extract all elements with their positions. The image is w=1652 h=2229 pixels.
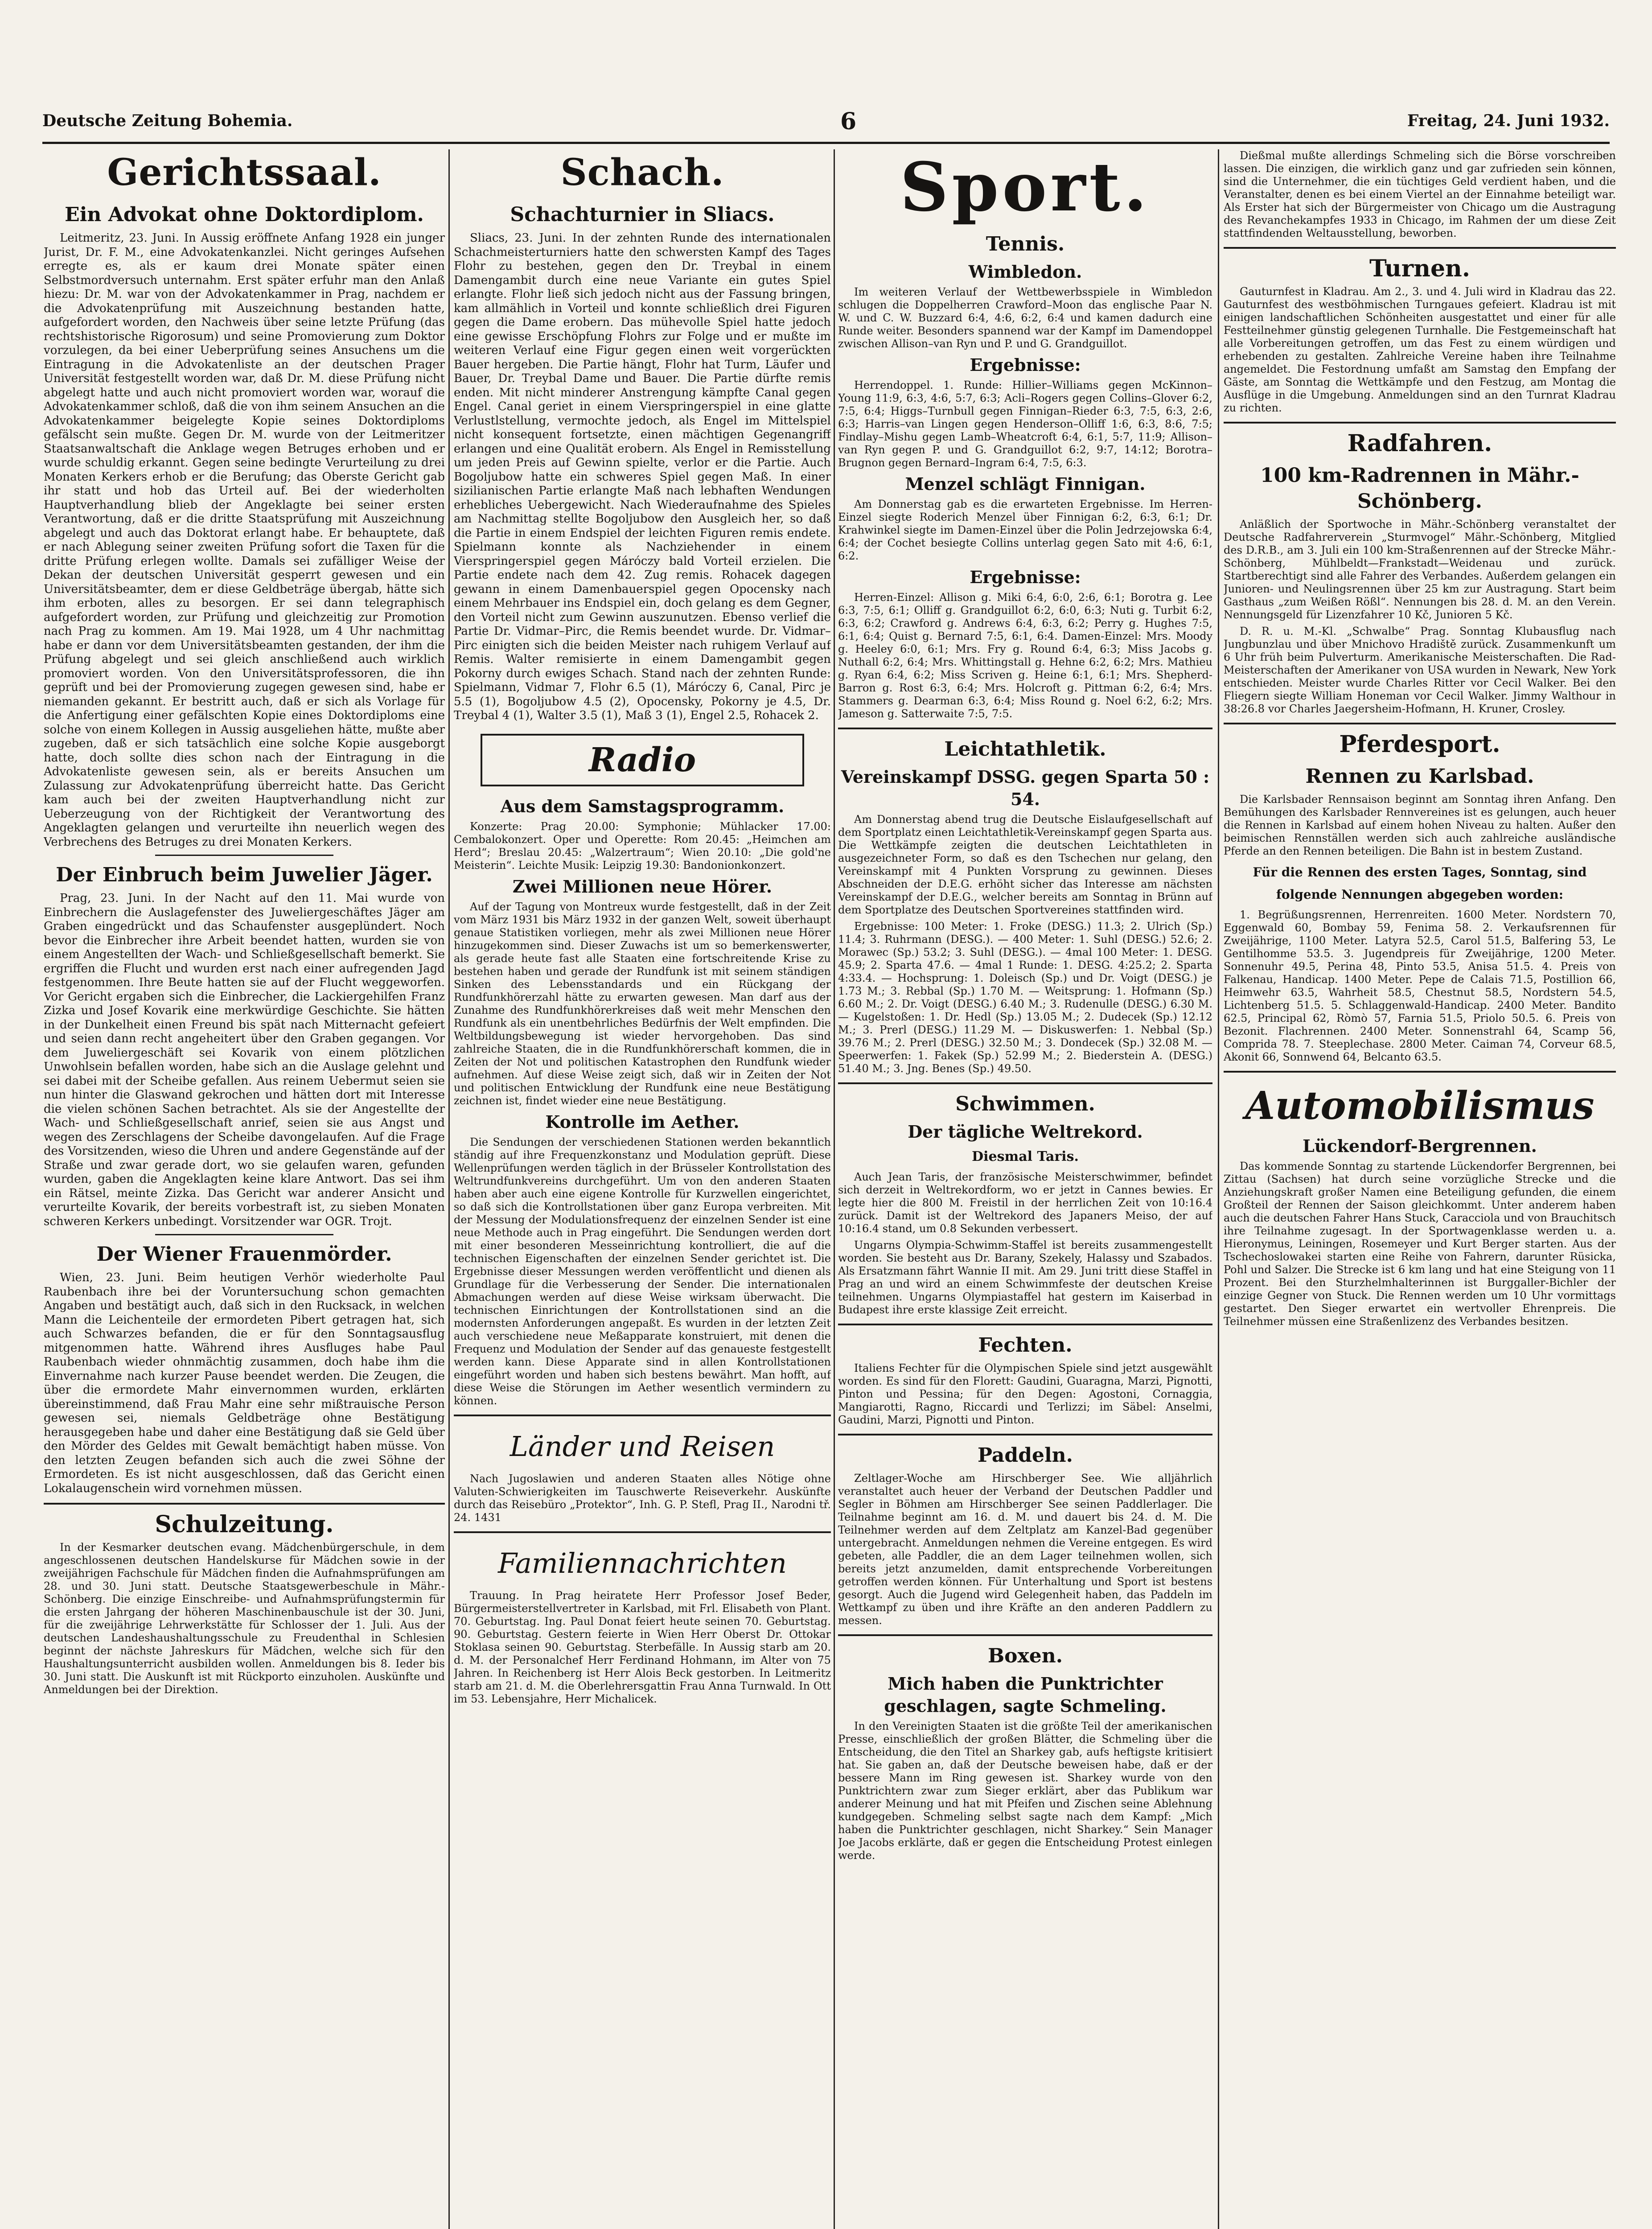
article-title: Schachturnier in Sliacs.: [510, 203, 775, 226]
separator: [155, 1234, 333, 1235]
column-sport-continued: [1224, 149, 1616, 2229]
column-divider: [448, 149, 450, 2229]
section-title-courtroom: Gerichtssaal.: [107, 151, 382, 194]
article-title: Wimbledon.: [968, 262, 1082, 282]
article-body: Trauung. In Prag heiratete Herr Professor Josef Beder, Bürgermeisterstellvertreter in Karlsbad, mit Frl. Elisabeth von Plant. 70. Geburtstag. Ing. Paul Donat feiert heute seinen 70. Geburtstag. 90. Geburtstag. Gestern feierte in Wien Herr Oberst Dr. Ottokar Stoklasa seinen 90. Geburtstag. Sterbefälle. In Aussig starb am 20. d. M. der Personalchef Herr Ferdinand Hohmann, im Alter von 75 Jahren. In Reichenberg ist Herr Alois Beck gestorben. In Leitmeritz starb am 21. d. M. die Oberlehrersgattin Frau Anna Turnwald. In Ott im 53. Lebensjahre, Herr Michalicek.: [454, 1589, 831, 1705]
article-body: Im weiteren Verlauf der Wettbewerbsspiele in Wimbledon schlugen die Doppelherren Crawford–Moon das englische Paar N. W. und C. W. Buzzard 6:4, 4:6, 6:2, 6:4 und kamen dadurch eine Runde weiter. Besonders spannend war der Kampf im Damendoppel zwischen Allison–van Ryn und P. und G. Grandguillot.: [838, 286, 1212, 350]
running-header: [42, 108, 1610, 139]
article-body: In der Kesmarker deutschen evang. Mädchenbürgerschule, in dem angeschlossenen deutschen Handelskurse für Mädchen sowie in der zweijährigen Fachschule für Mädchen finden die Aufnahmsprüfungen am 28. und 30. Juni statt. Deutsche Staatsgewerbeschule in Mähr.-Schönberg. Die einzige Einschreibe- und Aufnahmsprüfungstermin für die ersten Jahrgang der höheren Maschinenbauschule ist der 30. Juni, für die zweijährige Lehrwerkstätte für Schlosser der 1. Juli. Aus der deutschen Landeshaushaltungsschule zu Freudenthal in Schlesien beginnt der nächste Jahreskurs für Mädchen, welche sich für den Haushaltungsunterricht ausbilden wollen. Anmeldungen bis 8. Ieder bis 30. Juni statt. Die Auskunft ist mit Rückporto einzuholen. Auskünfte und Anmeldungen bei der Direktion.: [44, 1541, 445, 1696]
article-body: Zeltlager-Woche am Hirschberger See. Wie alljährlich veranstaltet auch heuer der Verband der Deutschen Paddler und Segler in Böhmen am Hirschberger See seinen Paddlerlager. Die Teilnahme beginnt am 16. d. M. und dauert bis 24. d. M. Die Teilnehmer werden auf dem Zeltplatz am Kanzel-Bad gegenüber untergebracht. Anmeldungen nehmen die Vereine entgegen. Es wird gebeten, alle Paddler, die an dem Lager teilnehmen wollen, sich bereits jetzt anzumelden, damit entsprechende Vorbereitungen getroffen werden können. Für Unterhaltung und Sport ist bestens gesorgt. Auch die Jugend wird Gelegenheit haben, das Paddeln im Wettkampf zu üben und ihre Kräfte an den anderen Paddlern zu messen.: [838, 1472, 1212, 1627]
section-title-chess: Schach.: [560, 151, 724, 194]
subsection-title: Schwimmen.: [955, 1093, 1095, 1115]
article-body: Auf der Tagung von Montreux wurde festgestellt, daß in der Zeit vom März 1931 bis März 1932 in der ganzen Welt, soweit überhaupt genaue Statistiken vorliegen, mehr als zwei Millionen neue Hörer hinzugekommen sind. Dieser Zuwachs ist um so bemerkenswerter, als gerade heute fast alle Staaten eine fortschreitende Krise zu bestehen haben und gerade der Rundfunk ist mit seinem ständigen Sinken des Lebensstandards und ein Rückgang der Rundfunkhörerzahl hätte zu erwarten gewesen. Man darf aus der Zunahme des Rundfunkhörerkreises daß weit mehr Menschen den Rundfunk als ein unentbehrliches Bedürfnis der Welt empfinden. Die Weltbildungsbewegung ist wieder hervorgehoben. Das sind zahlreiche Staaten, die in die Rundfunkhörerschaft kommen, die in Zeiten der Not und politischen Katastrophen den Rundfunk wieder aufnehmen. Auf diese Weise zeigt sich, daß wir in Zeiten der Not und politischen Entwicklung der Rundfunk eine neue Bestätigung zeichnen ist, findet wieder eine neue Bestätigung.: [454, 900, 831, 1107]
column-sport: [838, 149, 1212, 2229]
separator: [155, 855, 333, 856]
article-title: Ein Advokat ohne Doktordiplom.: [65, 203, 424, 226]
article-title: Der Wiener Frauenmörder.: [96, 1243, 392, 1266]
subsection-title: Pferdesport.: [1339, 731, 1500, 758]
section-rule: [1224, 247, 1616, 249]
article-body: Gauturnfest in Kladrau. Am 2., 3. und 4. Juli wird in Kladrau das 22. Gauturnfest des westböhmischen Turngaues gefeiert. Kladrau ist mit einigen landschaftlichen Schönheiten ausgestattet und einer für alle Festteilnehmer günstig gelegenen Turnhalle. Die Festgemeinschaft hat alle Vorbereitungen getroffen, um das Fest zu einem würdigen und erhebenden zu gestalten. Zahlreiche Vereine haben ihre Teilnahme angemeldet. Die Festordnung umfaßt am Samstag den Empfang der Gäste, am Sonntag die Wettkämpfe und den Festzug, am Montag die Ausflüge in die Umgebung. Anmeldungen sind an den Turnrat Kladrau zu richten.: [1224, 285, 1616, 414]
subsection-title: Tennis.: [986, 233, 1065, 255]
page-number: 6: [840, 108, 857, 135]
article-title: Aus dem Samstagsprogramm.: [500, 796, 785, 816]
article-body: D. R. u. M.-Kl. „Schwalbe“ Prag. Sonntag Klubausflug nach Jungbunzlau und über Mnichovo Hradiště zurück. Zusammenkunft um 6 Uhr früh beim Pulverturm. Amerikanische Meisterschaften. Die Rad-Meisterschaften der Amerikaner von USA wurden in Newark, New York entschieden. Meister wurde Charles Ritter vor Cecil Walker. Bei den Fliegern siegte William Honeman vor Cecil Walker. Jimmy Walthour in 38:26.8 vor Charles Jaegersheim-Hofmann, H. Kruner, Crosley.: [1224, 625, 1616, 715]
section-rule: [44, 1503, 445, 1505]
article-body: Nach Jugoslawien und anderen Staaten alles Nötige ohne Valuten-Schwierigkeiten im Tauschwerte Reiseverkehr. Auskünfte durch das Reisebüro „Protektor“, Inh. G. P. Stefl, Prag II., Narodni tř. 24. 1431: [454, 1472, 831, 1524]
article-body: Die Karlsbader Rennsaison beginnt am Sonntag ihren Anfang. Den Bemühungen des Karlsbader Rennvereines ist es gelungen, auch heuer die Rennen in Karlsbad auf einem hohen Niveau zu halten. Außer den beimischen Rennställen werden sich auch zahlreiche ausländische Pferde an den Rennen beteiligen. Die Bahn ist in bestem Zustand.: [1224, 793, 1616, 857]
article-body: Anläßlich der Sportwoche in Mähr.-Schönberg veranstaltet der Deutsche Radfahrerverein „Sturmvogel“ Mähr.-Schönberg, Mitglied des D.R.B., am 3. Juli ein 100 km-Straßenrennen auf der Strecke Mähr.-Schönberg, Mühlbeldt—Frankstadt—Weidenau und zurück. Startberechtigt sind alle Fahrer des Verbandes. Außerdem gelangen ein Junioren- und Neulingsrennen über 25 km zur Austragung. Start beim Gasthaus „zum Weißen Rößl“. Nennungen bis 28. d. M. an den Verein. Nennungsgeld für Lizenzfahrer 10 Kč, Junioren 5 Kč.: [1224, 518, 1616, 621]
section-title-sport: Sport.: [900, 149, 1151, 226]
column-divider: [1218, 149, 1219, 2229]
section-rule: [838, 1634, 1212, 1636]
article-body: Auch Jean Taris, der französische Meisterschwimmer, befindet sich derzeit in Weltrekordform, wo er jetzt in Cannes bewies. Er legte hier die 800 M. Freistil in der herrlichen Zeit von 10:16.4 zurück. Damit ist der Weltrekord des Japaners Meiso, der auf 10:16.4 stand, um 0.8 Sekunden verbessert.: [838, 1171, 1212, 1235]
article-title: Mich haben die Punktrichter geschlagen, sagte Schmeling.: [884, 1674, 1167, 1716]
article-body: Ungarns Olympia-Schwimm-Staffel ist bereits zusammengestellt worden. Sie besteht aus Dr. Barany, Szekely, Halassy und Szabados. Als Ersatzmann fährt Wannie II mit. Am 29. Juni tritt diese Staffel in Prag an und wird an einem Schwimmfeste der deutschen Kreise teilnehmen. Ungarns Olympiastaffel hat gestern im Kaiserbad in Budapest ihre erste klassige Zeit erreicht.: [838, 1239, 1212, 1316]
results-heading: Ergebnisse:: [970, 567, 1081, 587]
results-body: Herren-Einzel: Allison g. Miki 6:4, 6:0, 2:6, 6:1; Borotra g. Lee 6:3, 7:5, 6:1; Olliff g. Grandguillot 6:2, 6:0, 6:3; Nuti g. Turbit 6:2, 6:3, 6:2; Crawford g. Andrews 6:4, 6:3, 6:2; Perry g. Hughes 7:5, 6:1, 6:4; Quist g. Bernard 7:5, 6:1, 6:4. Damen-Einzel: Mrs. Moody g. Heeley 6:0, 6:1; Mrs. Fry g. Round 6:4, 6:3; Miss Jacobs g. Nuthall 6:2, 6:4; Mrs. Whittingstall g. Hehne 6:2, 6:2; Mrs. Mathieu g. Ryan 6:4, 6:2; Miss Scriven g. Heine 6:1, 6:1; Mrs. Shepherd-Barron g. Rost 6:3, 6:4; Mrs. Holcroft g. Pittman 6:2, 6:4; Mrs. Stammers g. Dearman 6:3, 6:4; Miss Round g. Noel 6:2, 6:2; Mrs. Jameson g. Satterwaite 7:5, 7:5.: [838, 591, 1212, 720]
column-divider: [834, 149, 835, 2229]
section-rule: [454, 1531, 831, 1533]
article-body: Prag, 23. Juni. In der Nacht auf den 11. Mai wurde von Einbrechern die Auslagefenster des Juweliergeschäftes Jäger am Graben eingedrückt und das Schaufenster ausgeplündert. Noch bevor die Einbrecher ihre Arbeit beendet hatten, wurden sie von einem Angestellten der Wach- und Schließgesellschaft bemerkt. Sie ergriffen die Flucht und wurden erst nach einer aufregenden Jagd festgenommen. Ihre Beute hatten sie auf der Flucht weggeworfen. Vor Gericht ergaben sich die Einbrecher, die Lackiergehilfen Franz Zizka und Josef Kovarik eine merkwürdige Geschichte. Sie hätten in der Dunkelheit einen Freund bis spät nach Mitternacht gefeiert und seien dann recht angeheitert über den Graben gegangen. Vor dem Juweliergeschäft sei Kovarik von einem plötzlichen Unwohlsein befallen worden, habe sich an die Auslage gelehnt und sei dabei mit der Scheibe gefallen. Aus reinem Uebermut seien sie nun hinter die Glaswand gekrochen und hätten dort mit Interesse die vielen schönen Sachen betrachtet. Als sie der Angestellte der Wach- und Schließgesellschaft anrief, seien sie aus Angst und wegen des Zerschlagens der Scheibe davongelaufen. Auf die Frage des Vorsitzenden, wieso die Uhren und andere Gegenstände auf der Straße und zwar gerade dort, wo sie gelaufen waren, gefunden wurden, gaben die Angeklagten keine klare Antwort. Das sei ihm ein Rätsel, meinte Zizka. Das Gericht war anderer Ansicht und verurteilte Kovarik, der bereits vorbestraft ist, zu sieben Monaten schweren Kerkers unbedingt. Vorsitzender war OGR. Trojt.: [44, 892, 445, 1228]
results-heading: Für die Rennen des ersten Tages, Sonntag, sind folgende Nennungen abgegeben worden:: [1253, 865, 1587, 902]
section-rule: [838, 1082, 1212, 1084]
article-body: Leitmeritz, 23. Juni. In Aussig eröffnete Anfang 1928 ein junger Jurist, Dr. F. M., eine Advokatenkanzlei. Nicht geringes Aufsehen erregte es, als er kaum drei Monate später einen Selbstmordversuch unternahm. Erst später erfuhr man den Anlaß hiezu: Dr. M. war von der Advokatenkammer in Prag, nachdem er die Advokatenprüfung mit Auszeichnung bestanden hatte, aufgefordert worden, den Nachweis über seine letzte Prüfung (das rechtshistorische Rigorosum) und seine Promovierung zum Doktor vorzulegen, da bei einer Ueberprüfung seines Ansuchens um die Eintragung in die Advokatenliste an der deutschen Prager Universität festgestellt worden war, daß Dr. M. diese Prüfung nicht abgelegt hatte und auch nicht promoviert worden war, worauf die Advokatenkammer schloß, daß die von ihm seinem Ansuchen an die Advokatenkammer beigelegte Kopie seines Doktordiploms gefälscht sein mußte. Gegen Dr. M. wurde von der Leitmeritzer Staatsanwaltschaft die Anklage wegen Betruges erhoben und er wurde schuldig erkannt. Gegen seine bedingte Verurteilung zu drei Monaten Kerkers erhob er die Berufung; das Oberste Gericht gab ihr statt und hob das Urteil auf. Bei der wiederholten Hauptverhandlung blieb der Angeklagte bei seiner ersten Verantwortung, daß er die dritte Staatsprüfung mit Auszeichnung abgelegt und auch das Doktorat erlangt habe. Er behauptete, daß er nach Ablegung seiner zweiten Prüfung sofort die Taxen für die dritte Prüfung erlegen wollte. Damals sei zufälliger Weise der Dekan der deutschen Universität gesperrt gewesen und ein Universitätsbeamter, dem er diese Geldbeträge übergab, hätte sich ihm erboten, alles zu besorgen. Er sei dann telegraphisch aufgefordert worden, zur Prüfung und gleichzeitig zur Promotion nach Prag zu kommen. Am 19. Mai 1928, um 4 Uhr nachmittag habe er dann vor dem Universitätsbeamten gestanden, der ihm die Prüfung abgelegt und sei gleich anschließend auch wirklich promoviert worden. Von den Universitätsprofessoren, die ihn geprüft und bei der Promovierung zugegen gewesen sind, habe er niemanden gekannt. Er bestritt auch, daß er sich als Vorlage für die Anfertigung einer gefälschten Kopie eines Doktordiploms eine solche von einem Kollegen in Aussig ausgeliehen hätte, mußte aber zugeben, daß er sich tatsächlich eine solche Kopie ausgeborgt hatte, doch sollte dies schon nach der Eintragung in die Advokatenliste gewesen sein, als er bereits Ansuchen um Zulassung zur Advokatenprüfung überreicht hatte. Das Gericht kam auch bei der zweiten Hauptverhandlung nicht zur Ueberzeugung von der Richtigkeit der Verantwortung des Angeklagten gelangen und verurteilte ihn neuerlich wegen des Verbrechens des Betruges zu drei Monaten Kerkers.: [44, 231, 445, 849]
paper-name: Deutsche Zeitung Bohemia.: [42, 111, 293, 130]
article-subtitle: Diesmal Taris.: [972, 1149, 1079, 1164]
section-rule: [1224, 723, 1616, 724]
subsection-title: Paddeln.: [978, 1444, 1073, 1467]
article-body: Sliacs, 23. Juni. In der zehnten Runde des internationalen Schachmeisterturniers hatte den schwersten Kampf des Tages Flohr zu bestehen, gegen den Dr. Treybal in einem Damengambit durch eine neue Variante ein gutes Spiel erlangte. Flohr ließ sich jedoch nicht aus der Fassung bringen, kam allmählich in Vorteil und konnte schließlich drei Figuren gegen die Dame erobern. Das mühevolle Spiel hatte jedoch eine gewisse Erschöpfung Flohrs zur Folge und er mußte im weiteren Verlauf eine Figur gegen einen weit vorgerückten Bauer hergeben. Die Partie hängt, Flohr hat Turm, Läufer und Bauer, Dr. Treybal Dame und Bauer. Die Partie dürfte remis enden. Mit nicht minderer Anstrengung kämpfte Canal gegen Engel. Canal geriet in einem Vierspringerspiel in eine glatte Verlustlstellung, vermochte jedoch, als Engel im Mittelspiel nicht konsequent fortsetzte, einen mächtigen Gegenangriff erlangen und eine Qualität erobern. Als Engel in Remisstellung um jeden Preis auf Gewinn spielte, verlor er die Partie. Auch Bogoljubow hatte ein schweres Spiel gegen Maß. In einer sizilianischen Partie erlangte Maß nach lebhaften Wendungen erhebliches Uebergewicht. Nach Wiederaufnahme des Spieles am Nachmittag stellte Bogoljubow den Ausgleich her, so daß die Partie in einem Endspiel der leichten Figuren remis endete. Spielmann konnte als Nachziehender in einem Vierspringerspiel gegen Máróczy bald Vorteil erzielen. Die Partie endete nach dem 42. Zug remis. Rohacek dagegen gewann in einem Damenbauerspiel gegen Opocensky nach einem Mehrbauer ins Endspiel ein, doch gelang es dem Gegner, den Vorteil nicht zum Gewinn auszunutzen. Ebenso verlief die Partie Dr. Vidmar–Pirc, die Remis beendet wurde. Dr. Vidmar–Pirc einigten sich die beiden Meister nach ruhigem Verlauf auf Remis. Walter remisierte in einem Damengambit gegen Pokorny durch ewiges Schach. Stand nach der zehnten Runde: Spielmann, Vidmar 7, Flohr 6.5 (1), Máróczy 6, Canal, Pirc je 5.5 (1), Bogoljubow 4.5 (2), Opocensky, Pokorny je 4.5, Dr. Treybal 4 (1), Walter 3.5 (1), Maß 3 (1), Engel 2.5, Rohacek 2.: [454, 231, 831, 722]
article-body: Dießmal mußte allerdings Schmeling sich die Börse vorschreiben lassen. Die einzigen, die wirklich ganz und gar zufrieden sein können, sind die Unternehmer, die ein tüchtiges Geld verdient haben, und die Veranstalter, denen es bei einem Viertel an der Einnahme beteiligt war. Als Erster hat sich der Bürgermeister von Chicago um die Austragung des Revanchekampfes 1933 in Chicago, im Rahmen der um diese Zeit stattfindenden Weltausstellung, beworben.: [1224, 149, 1616, 239]
article-body: Das kommende Sonntag zu startende Lückendorfer Bergrennen, bei Zittau (Sachsen) hat durch seine vorzügliche Strecke und die Anziehungskraft großer Namen eine Beteiligung gefunden, die einem Großteil der Rennen der Saison gleichkommt. Unter anderem haben auch die deutschen Fahrer Hans Stuck, Caracciola und von Brauchitsch ihre Teilnahme zugesagt. In der Sportwagenklasse werden u. a. Hieronymus, Leiningen, Rosemeyer und Kurt Berger starten. Aus der Tschechoslowakei starten eine Reihe von Fahrern, darunter Rüsicka, Pohl und Salzer. Die Strecke ist 6 km lang und hat eine Steigung von 11 Prozent. Bei den Sturzhelmhalterinnen ist Burggaller-Bichler der einzige Gegner von Stuck. Die Rennen werden um 10 Uhr vormittags gestartet. Den Sieger erwartet ein wertvoller Ehrenpreis. Die Teilnehmer müssen eine Straßenlizenz des Verbandes besitzen.: [1224, 1160, 1616, 1328]
section-rule: [454, 1415, 831, 1416]
subsection-title: Leichtathletik.: [944, 738, 1106, 761]
article-title: Rennen zu Karlsbad.: [1305, 765, 1534, 788]
results-heading: Ergebnisse:: [970, 355, 1081, 375]
section-title-school: Schulzeitung.: [155, 1511, 334, 1538]
header-rule: [42, 142, 1610, 144]
column-courtroom: [44, 149, 445, 2229]
section-rule: [838, 728, 1212, 729]
issue-date: Freitag, 24. Juni 1932.: [1407, 111, 1610, 130]
section-rule: [838, 1324, 1212, 1325]
results-body: 1. Begrüßungsrennen, Herrenreiten. 1600 Meter. Nordstern 70, Eggenwald 60, Bombay 59, Fenima 58. 2. Verkaufsrennen für Zweijährige, 1100 Meter. Latyra 52.5, Carol 51.5, Balfering 53, Le Gentilhomme 53.5. 3. Jugendpreis für Zweijährige, 1200 Meter. Sonnenuhr 49.5, Perina 48, Pinto 53.5, Anisa 51.5. 4. Preis von Falkenau, Handicap. 1400 Meter. Pepe de Calais 71.5, Postillion 66, Heimwehr 63.5, Wahrheit 58.5, Chestnut 58.5, Nordstern 54.5, Lichtenberg 51.5. 5. Schlaggenwald-Handicap. 2400 Meter. Bandito 62.5, Principal 62, Ròmò 57, Farnia 51.5, Priolo 50.5. 6. Preis von Bezonit. Flachrennen. 2400 Meter. Sonnenstrahl 64, Scamp 56, Comprida 78. 7. Steeplechase. 2800 Meter. Caiman 74, Corveur 68.5, Akonit 66, Sonnwend 64, Belcanto 63.5.: [1224, 909, 1616, 1063]
section-rule: [1224, 1071, 1616, 1073]
subsection-title: Boxen.: [987, 1645, 1063, 1667]
column-chess-radio: [454, 149, 831, 2229]
article-body: Italiens Fechter für die Olympischen Spiele sind jetzt ausgewählt worden. Es sind für den Florett: Gaudini, Guaragna, Marzi, Pignotti, Pinton und Pessina; für den Degen: Agostoni, Cornaggia, Mangiarotti, Ragno, Riccardi und Terlizzi; im Säbel: Anselmi, Gaudini, Marzi, Pignotti und Pinton.: [838, 1362, 1212, 1426]
section-rule: [838, 1434, 1212, 1435]
article-title: Zwei Millionen neue Hörer.: [512, 876, 773, 897]
section-title-automobilism: Automobilismus: [1245, 1083, 1594, 1128]
results-body: Herrendoppel. 1. Runde: Hillier–Williams gegen McKinnon–Young 11:9, 6:3, 4:6, 5:7, 6:3; Acli–Rogers gegen Collins–Glover 6:2, 7:5, 6:4; Higgs–Turnbull gegen Finnigan–Rieder 6:3, 7:5, 6:3, 2:6, 6:3; Harris–van Lingen gegen Henderson–Olliff 1:6, 6:3, 8:6, 7:5; Findlay–Mishu gegen Lamb–Wheatcroft 6:4, 6:1, 5:7, 11:9; Allison–van Ryn gegen P. und G. Grandguillot 6:2, 9:7, 14:12; Borotra–Brugnon gegen Bernard–Ingram 6:4, 7:5, 6:3.: [838, 379, 1212, 469]
article-title: 100 km-Radrennen in Mähr.-Schönberg.: [1260, 464, 1579, 513]
article-title: Der tägliche Weltrekord.: [908, 1122, 1143, 1142]
article-body: Am Donnerstag abend trug die Deutsche Eislaufgesellschaft auf dem Sportplatz einen Leichtathletik-Vereinskampf gegen Sparta aus. Die Wettkämpfe zeigten die deutschen Leichtathleten in ausgezeichneter Form, so daß es den Tschechen nur gelang, den Vereinskampf mit 4 Punkten Vorsprung zu gewinnen. Dieses Abschneiden der D.E.G. erhöht sicher das Interesse am nächsten Vereinskampf der D.E.G., welcher bereits am Sonntag in Brünn auf dem Sportplatze des Deutschen Sportvereines stattfinden wird.: [838, 813, 1212, 916]
article-body: In den Vereinigten Staaten ist die größte Teil der amerikanischen Presse, einschließlich der großen Blätter, die Schmeling über die Entscheidung, die den Titel an Sharkey gab, aufs heftigste kritisiert hat. Sie gaben an, daß der Deutsche beweisen habe, daß er der bessere Mann im Ring gewesen ist. Sharkey wurde von den Punktrichtern zwar zum Sieger erklärt, aber das Publikum war anderer Meinung und hat mit Pfeifen und Zischen seine Ablehnung kundgegeben. Schmeling selbst sagte nach dem Kampf: „Mich haben die Punktrichter geschlagen, nicht Sharkey.“ Sein Manager Joe Jacobs erklärte, daß er gegen die Entscheidung Protest einlegen werde.: [838, 1720, 1212, 1862]
section-rule: [1224, 422, 1616, 424]
article-body: Wien, 23. Juni. Beim heutigen Verhör wiederholte Paul Raubenbach ihre bei der Voruntersuchung schon gemachten Angaben und bestätigt auch, daß sich in den Rucksack, in welchen Mann die Leichenteile der ermordeten Pibert getragen hat, sich auch Schwarzes befanden, die er für den Sonntagsausflug mitgenommen hatte. Während ihres Ausfluges habe Paul Raubenbach wieder ohnmächtig zusammen, doch habe ihm die Einvernahme nach kurzer Pause beendet werden. Die Zeugen, die über die ermordete Mahr einvernommen wurden, erklärten übereinstimmend, daß Frau Mahr eine sehr mißtrauische Person gewesen sei, niemals Geldbeträge ohne Bestätigung herausgegeben habe und daher eine Bestätigung daß sie Geld über den Mörder des Geldes mit Gewalt bemächtigt haben müsse. Von den letzten Zeugen befanden sich auch die zwei Söhne der Ermordeten. Es ist nicht ausgeschlossen, daß das Gericht einen Lokalaugenschein wird vornehmen müssen.: [44, 1271, 445, 1495]
section-title-travel: Länder und Reisen: [510, 1430, 775, 1463]
article-title: Kontrolle im Aether.: [545, 1111, 740, 1132]
article-body: Am Donnerstag gab es die erwarteten Ergebnisse. Im Herren-Einzel siegte Roderich Menzel über Finnigan 6:2, 6:3, 6:1; Dr. Krahwinkel siegte im Damen-Einzel über die Polin Jedrzejowska 6:4, 6:4; der Cochet besiegte Collins unterlag gegen Sato mit 4:6, 6:1, 6:2.: [838, 498, 1212, 562]
article-title: Menzel schlägt Finnigan.: [905, 474, 1146, 494]
subsection-title: Turnen.: [1369, 255, 1470, 282]
results-body: Ergebnisse: 100 Meter: 1. Froke (DESG.) 11.3; 2. Ulrich (Sp.) 11.4; 3. Ruhrmann (DESG.). — 400 Meter: 1. Suhl (DESG.) 52.6; 2. Morawec (Sp.) 53.2; 3. Suhl (DESG.). — 4mal 100 Meter: 1. DESG. 45.9; 2. Sparta 47.6. — 4mal 1 Runde: 1. DESG. 4:25.2; 2. Sparta 4:33.4. — Hochsprung: 1. Doleisch (Sp.) und Dr. Voigt (DESG.) je 1.73 M.; 3. Rebbal (Sp.) 1.70 M. — Weitsprung: 1. Hofmann (Sp.) 6.60 M.; 2. Dr. Voigt (DESG.) 6.40 M.; 3. Rudenulle (DESG.) 6.30 M. — Kugelstoßen: 1. Dr. Hedl (Sp.) 13.05 M.; 2. Dudecek (Sp.) 12.12 M.; 3. Prerl (DESG.) 11.29 M. — Diskuswerfen: 1. Nebbal (Sp.) 39.76 M.; 2. Prerl (DESG.) 32.50 M.; 3. Dondecek (Sp.) 32.08 M. — Speerwerfen: 1. Fakek (Sp.) 52.99 M.; 2. Biederstein A. (DESG.) 51.40 M.; 3. Jng. Benes (Sp.) 49.50.: [838, 920, 1212, 1075]
subsection-title: Radfahren.: [1347, 430, 1492, 457]
subsection-title: Fechten.: [978, 1334, 1073, 1357]
section-title-family: Familiennachrichten: [498, 1546, 787, 1579]
article-body: Die Sendungen der verschiedenen Stationen werden bekanntlich ständig auf ihre Frequenzkonstanz und Modulation geprüft. Diese Wellenprüfungen werden täglich in der Brüsseler Kontrollstation des Weltrundfunkvereins durchgeführt. Um von den anderen Staaten haben aber auch eine eigene Kontrolle für Kurzwellen eingerichtet, so daß sich die Kontrollstationen über ganz Europa verbreiten. Mit der Messung der Modulationsfrequenz der einzelnen Sender ist eine neue Methode auch in Prag eingeführt. Die Sendungen werden dort mit einer besonderen Messeinrichtung kontrolliert, die auf die technischen Eigenschaften der einzelnen Sender gerichtet ist. Die Ergebnisse dieser Messungen werden veröffentlicht und dienen als Grundlage für die Verbesserung der Sender. Die internationalen Abmachungen werden auf diese Weise wirksam überwacht. Die technischen Einrichtungen der Kontrollstationen sind an die modernsten Anforderungen angepaßt. Es wurden in der letzten Zeit auch verschiedene neue Meßapparate konstruiert, mit denen die Frequenz und Modulation der Sender auf das genaueste festgestellt werden kann. Diese Apparate sind in allen Kontrollstationen eingeführt worden und haben sich bestens bewährt. Man hofft, auf diese Weise die Störungen im Aether wesentlich vermindern zu können.: [454, 1135, 831, 1407]
section-title-radio: Radio: [481, 734, 804, 786]
article-title: Lückendorf-Bergrennen.: [1303, 1136, 1537, 1156]
article-title: Der Einbruch beim Juwelier Jäger.: [56, 864, 433, 886]
article-body: Konzerte: Prag 20.00: Symphonie; Mühlacker 17.00: Cembalokonzert. Oper und Operette: Rom 20.45: „Heimchen am Herd“; Breslau 20.45: „Walzertraum“; Wien 20.10: „Die gold'ne Meisterin“. Leichte Musik: Leipzig 19.30: Bandonionkonzert.: [454, 820, 831, 872]
article-title: Vereinskampf DSSG. gegen Sparta 50 : 54.: [841, 767, 1210, 809]
